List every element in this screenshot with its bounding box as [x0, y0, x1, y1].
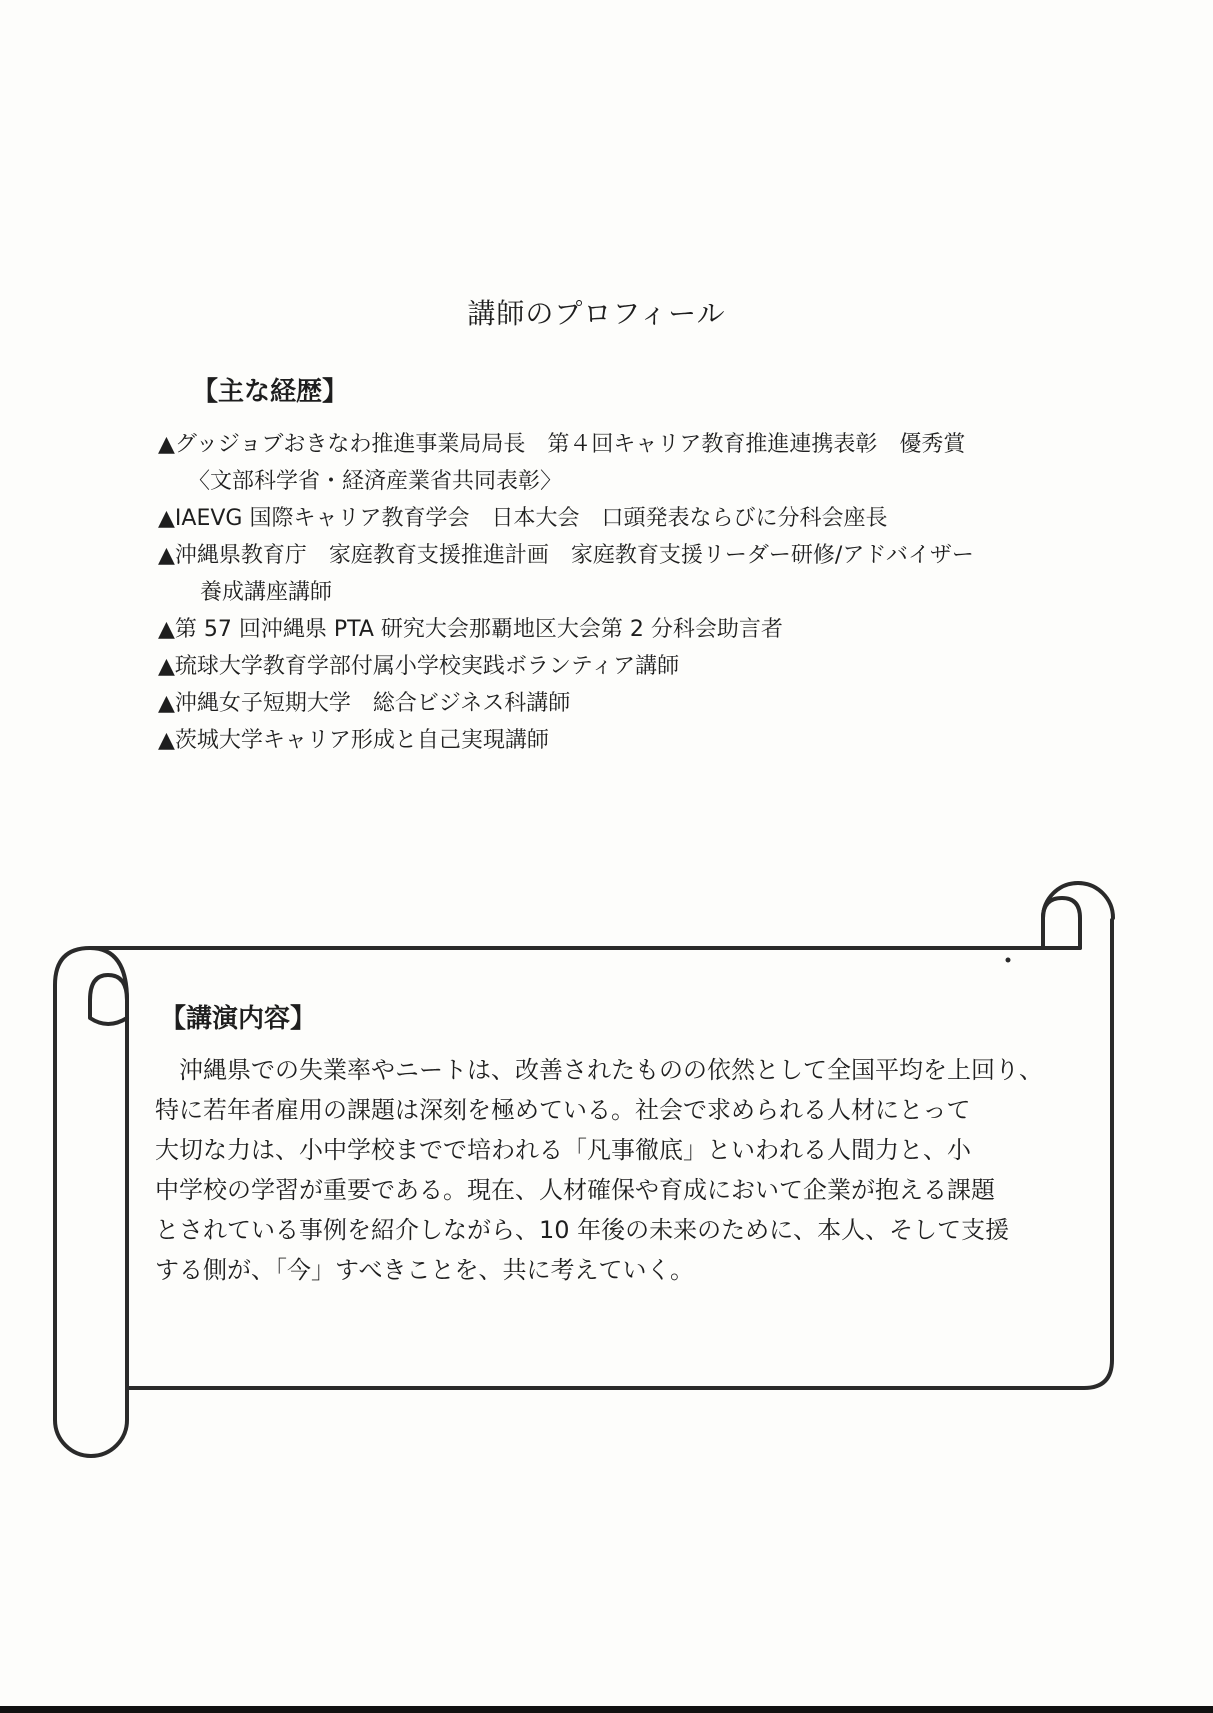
lecture-body	[155, 1050, 1115, 1290]
scan-bottom-edge	[0, 1706, 1213, 1713]
lecture-line: 沖縄県での失業率やニートは、改善されたものの依然として全国平均を上回り、	[155, 1056, 1043, 1084]
lecture-heading: 【講演内容】	[160, 1004, 317, 1034]
career-item-text: ▲沖縄女子短期大学 総合ビジネス科講師	[158, 691, 571, 716]
career-item-continuation: 〈文部科学省・経済産業省共同表彰〉	[188, 469, 563, 494]
page-title: 講師のプロフィール	[467, 297, 726, 330]
lecture-line: する側が、「今」すべきことを、共に考えていく。	[155, 1256, 695, 1284]
lecture-line: 大切な力は、小中学校までで培われる「凡事徹底」といわれる人間力と、小	[155, 1136, 971, 1164]
career-item-text: ▲琉球大学教育学部付属小学校実践ボランティア講師	[158, 654, 680, 679]
career-item-continuation: 養成講座講師	[200, 580, 333, 605]
career-item-text: ▲IAEVG 国際キャリア教育学会 日本大会 口頭発表ならびに分科会座長	[158, 506, 888, 531]
lecture-line: 中学校の学習が重要である。現在、人材確保や育成において企業が抱える課題	[155, 1176, 995, 1204]
lecture-line: とされている事例を紹介しながら、10 年後の未来のために、本人、そして支援	[155, 1216, 1010, 1244]
career-heading: 【主な経歴】	[192, 377, 349, 407]
career-item-text: ▲茨城大学キャリア形成と自己実現講師	[158, 728, 549, 753]
career-item-text: ▲沖縄県教育庁 家庭教育支援推進計画 家庭教育支援リーダー研修/アドバイザー	[158, 543, 974, 568]
career-item-text: ▲グッジョブおきなわ推進事業局局長 第４回キャリア教育推進連携表彰 優秀賞	[158, 432, 966, 457]
career-item-text: ▲第 57 回沖縄県 PTA 研究大会那覇地区大会第 2 分科会助言者	[158, 617, 783, 642]
lecture-line: 特に若年者雇用の課題は深刻を極めている。社会で求められる人材にとって	[155, 1096, 971, 1124]
